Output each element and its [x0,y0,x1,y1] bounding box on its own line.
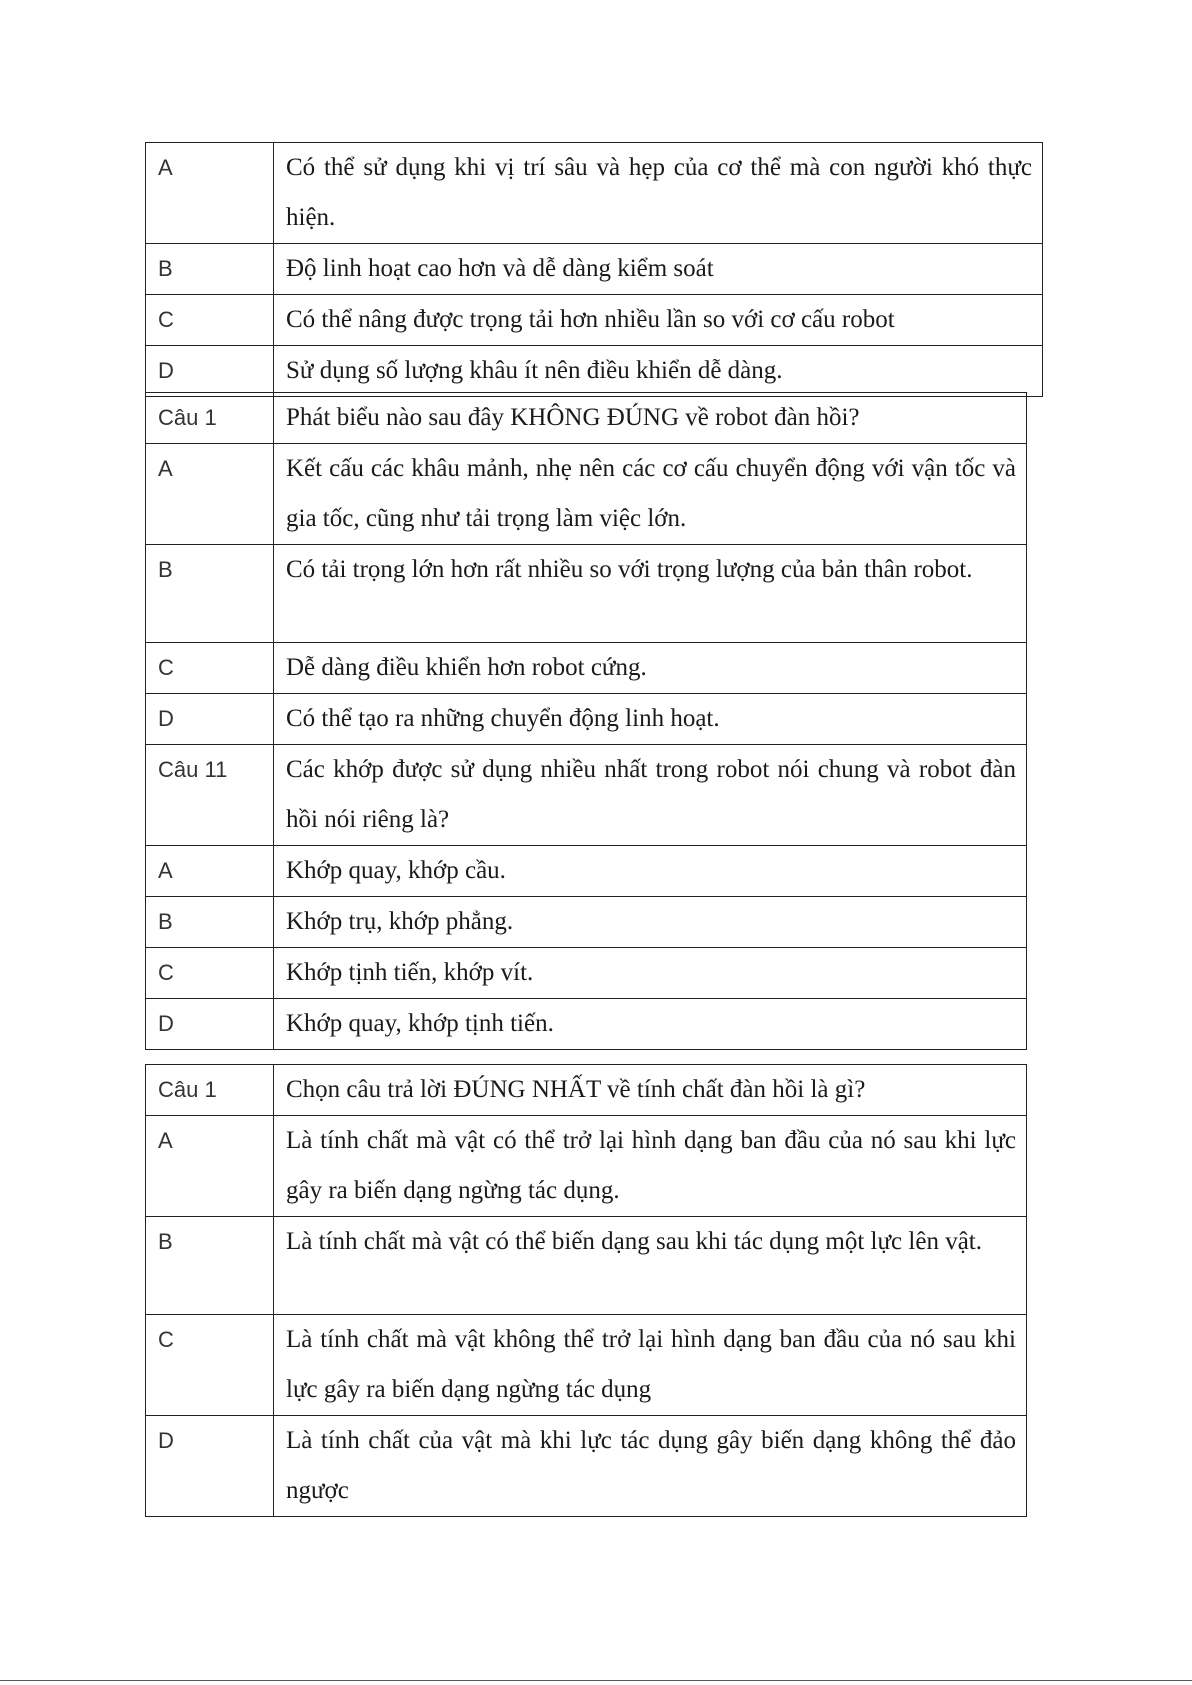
option-label: C [146,948,274,999]
option-label: B [146,1217,274,1315]
question-row [146,745,1027,846]
answer-row [146,1416,1027,1517]
answer-row [146,143,1043,244]
option-text: Khớp trụ, khớp phẳng. [274,897,1027,948]
option-text: Khớp quay, khớp tịnh tiến. [274,999,1027,1050]
option-label: D [146,1416,274,1517]
answer-row [146,897,1027,948]
question-text: Các khớp được sử dụng nhiều nhất trong robot nói chung và robot đàn hồi nói riêng là? [274,745,1027,846]
option-label: C [146,643,274,694]
option-text: Độ linh hoạt cao hơn và dễ dàng kiểm soát [274,244,1043,295]
answer-row [146,694,1027,745]
page-bottom-rule [0,1680,1192,1681]
option-text: Sử dụng số lượng khâu ít nên điều khiển dễ dàng. [274,346,1043,397]
option-text: Là tính chất mà vật có thể trở lại hình dạng ban đầu của nó sau khi lực gây ra biến dạng ngừng tác dụng. [274,1116,1027,1217]
option-text: Có tải trọng lớn hơn rất nhiều so với trọng lượng của bản thân robot. [274,545,1027,643]
answer-row [146,346,1043,397]
answer-row [146,948,1027,999]
question-table-3 [145,1064,1027,1517]
answer-row [146,295,1043,346]
option-text: Dễ dàng điều khiển hơn robot cứng. [274,643,1027,694]
option-label: C [146,295,274,346]
option-text: Có thể tạo ra những chuyển động linh hoạt. [274,694,1027,745]
question-number: Câu 11 [146,745,274,846]
option-text: Kết cấu các khâu mảnh, nhẹ nên các cơ cấu chuyển động với vận tốc và gia tốc, cũng như tải trọng làm việc lớn. [274,444,1027,545]
option-label: D [146,694,274,745]
answer-row [146,244,1043,295]
option-label: B [146,897,274,948]
question-table-1 [145,142,1043,397]
answer-row [146,1217,1027,1315]
option-label: D [146,346,274,397]
answer-row [146,1315,1027,1416]
option-label: A [146,846,274,897]
question-table-2 [145,392,1027,1050]
question-number: Câu 1 [146,393,274,444]
option-label: B [146,244,274,295]
question-text: Phát biểu nào sau đây KHÔNG ĐÚNG về robot đàn hồi? [274,393,1027,444]
answer-row [146,846,1027,897]
answer-row [146,999,1027,1050]
question-text: Chọn câu trả lời ĐÚNG NHẤT về tính chất đàn hồi là gì? [274,1065,1027,1116]
option-text: Khớp quay, khớp cầu. [274,846,1027,897]
question-row [146,1065,1027,1116]
option-text: Khớp tịnh tiến, khớp vít. [274,948,1027,999]
option-text: Là tính chất mà vật có thể biến dạng sau khi tác dụng một lực lên vật. [274,1217,1027,1315]
option-label: A [146,1116,274,1217]
question-number: Câu 1 [146,1065,274,1116]
option-label: C [146,1315,274,1416]
option-text: Có thể nâng được trọng tải hơn nhiều lần so với cơ cấu robot [274,295,1043,346]
option-label: B [146,545,274,643]
answer-row [146,545,1027,643]
question-row [146,393,1027,444]
option-label: D [146,999,274,1050]
answer-row [146,1116,1027,1217]
option-label: A [146,444,274,545]
option-text: Là tính chất của vật mà khi lực tác dụng gây biến dạng không thể đảo ngược [274,1416,1027,1517]
answer-row [146,444,1027,545]
answer-row [146,643,1027,694]
option-label: A [146,143,274,244]
option-text: Là tính chất mà vật không thể trở lại hình dạng ban đầu của nó sau khi lực gây ra biến dạng ngừng tác dụng [274,1315,1027,1416]
option-text: Có thể sử dụng khi vị trí sâu và hẹp của cơ thể mà con người khó thực hiện. [274,143,1043,244]
